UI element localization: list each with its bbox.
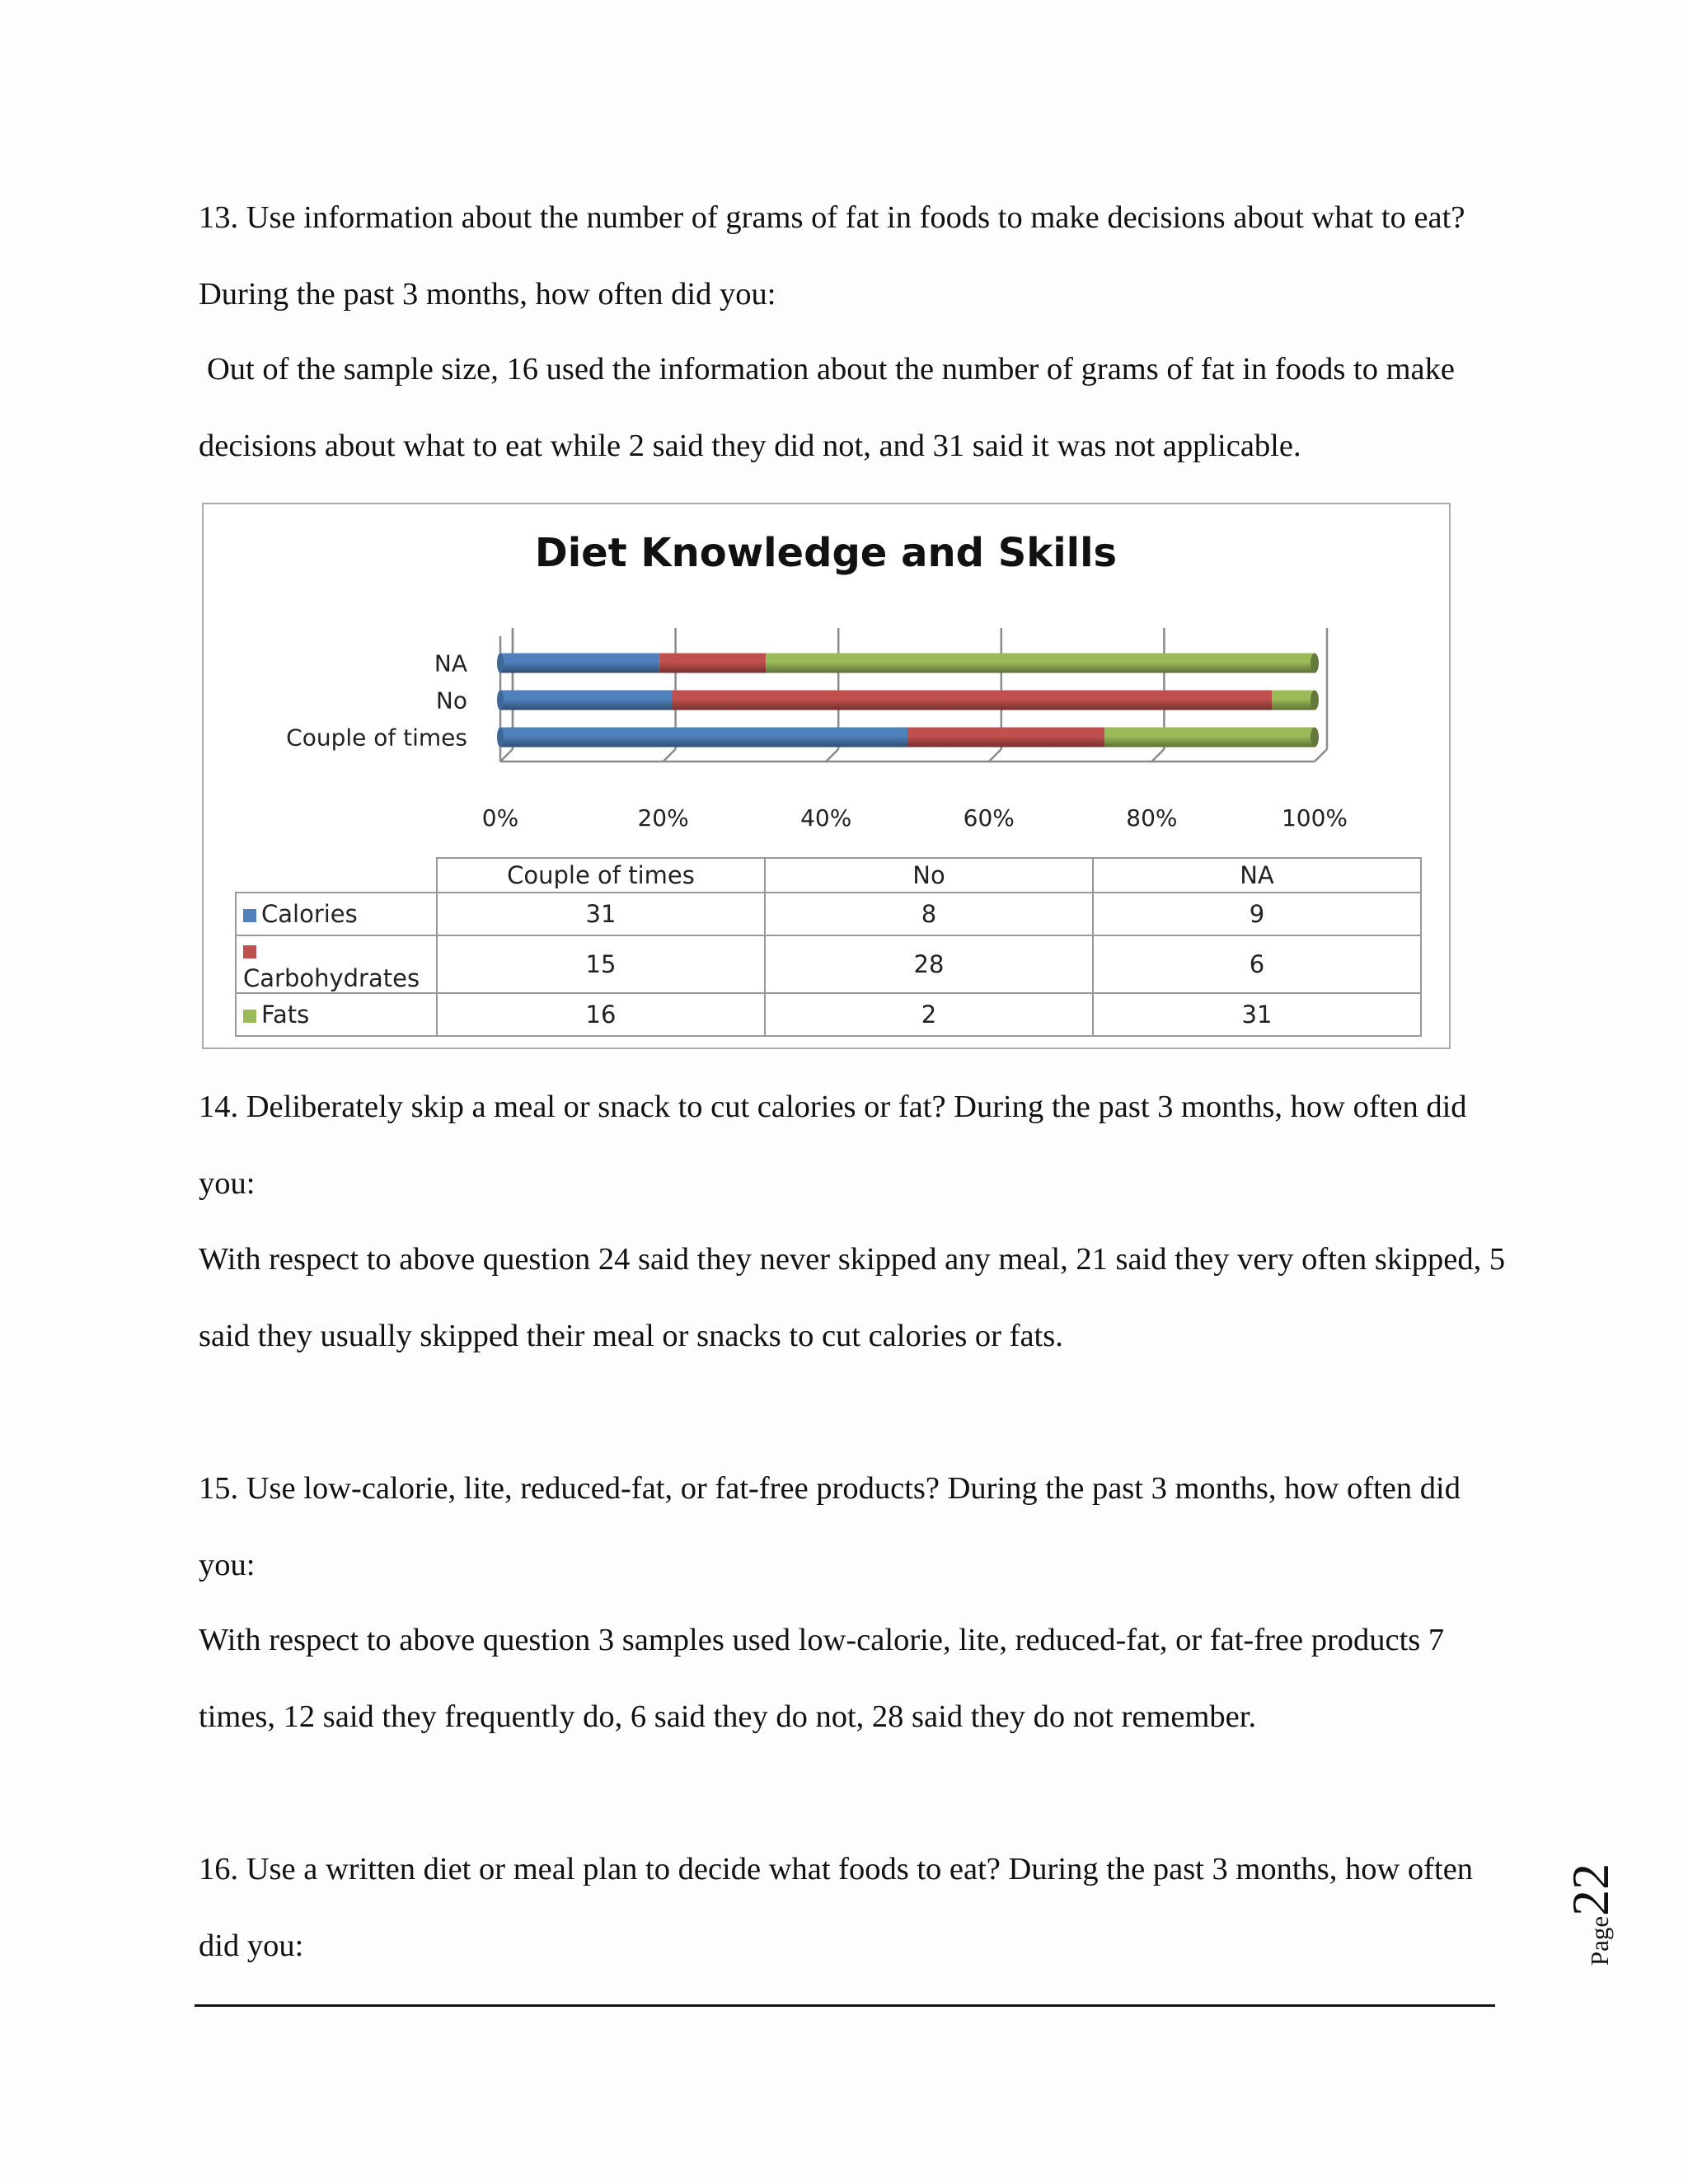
bar-body [659,654,766,673]
legend-label-carbohydrates: Carbohydrates [243,964,420,992]
q15-answer: With respect to above question 3 samples used low-calorie, lite, reduced-fat, or fat-free products 7 times, 12 said they frequently do, 6 said they do not, 28 said they do not remember. [199,1623,1445,1734]
table-row-carbohydrates [236,935,1421,993]
bar-carbohydrates-no [672,691,1272,710]
y-category-label: Couple of times [286,724,467,752]
bar-body [766,654,1315,673]
cell-fats-couple: 16 [437,993,765,1036]
cell-carbohydrates-couple: 15 [437,935,765,993]
legend-swatch-carbohydrates [243,945,256,958]
bar-body [672,691,1272,710]
bar-body [500,691,672,710]
q14-answer: With respect to above question 24 said they never skipped any meal, 21 said they very often skipped, 5 said they usually skipped their meal or snacks to cut calories or fats. [199,1242,1506,1353]
cell-carbohydrates-no: 28 [765,935,1093,993]
x-tick-label: 60% [963,804,1015,832]
page-number [1558,1853,1624,1976]
bar-carbohydrates-couple-of-times [907,728,1104,748]
bar-fats-na [766,654,1315,673]
cell-calories-couple: 31 [437,893,765,935]
col-header-couple: Couple of times [437,858,765,893]
cell-fats-no: 2 [765,993,1093,1036]
chart-title: Diet Knowledge and Skills [534,530,1118,576]
x-tick-label: 100% [1281,804,1348,832]
cell-calories-na: 9 [1093,893,1421,935]
diet-knowledge-chart [202,503,1451,1049]
cell-carbohydrates-na: 6 [1093,935,1421,993]
col-header-no: No [765,858,1093,893]
floor-tick [1151,749,1164,762]
page-digits: 22 [1561,1863,1620,1916]
cell-calories-no: 8 [765,893,1093,935]
floor-tick [989,749,1001,762]
bar-fats-couple-of-times [1104,728,1315,748]
x-tick-label: 0% [481,804,519,832]
bar-cap-end [1311,691,1319,710]
bar-body [1272,691,1315,710]
q15-question: 15. Use low-calorie, lite, reduced-fat, or fat-free products? During the past 3 months, how often did you: [199,1471,1461,1582]
page-word: Page [1585,1915,1614,1966]
bar-body [907,728,1104,748]
legend-swatch-fats [243,1010,256,1023]
bar-calories-couple-of-times [500,728,907,748]
bar-cap-end [1311,654,1319,673]
bar-carbohydrates-na [659,654,766,673]
y-category-label: No [435,687,467,715]
legend-swatch-calories [243,909,256,922]
x-tick-label: 40% [800,804,852,832]
legend-label-calories: Calories [261,900,358,928]
cell-fats-na: 31 [1093,993,1421,1036]
y-category-label: NA [434,649,467,677]
q14-question: 14. Deliberately skip a meal or snack to cut calories or fat? During the past 3 months, how often did you: [199,1090,1467,1201]
bar-cap-end [1311,728,1319,748]
bar-body [1104,728,1315,748]
floor-tick [1315,749,1327,762]
bar-body [500,654,659,673]
q16-question: 16. Use a written diet or meal plan to decide what foods to eat? During the past 3 months, how often did you: [199,1852,1474,1963]
bar-cap-start [497,728,504,748]
floor-tick [663,749,676,762]
bar-body [500,728,907,748]
q13-answer: Out of the sample size, 16 used the information about the number of grams of fat in foods to make decisions about what to eat while 2 said they did not, and 31 said it was not applicable. [199,352,1455,463]
footer-rule [195,2004,1495,2007]
legend-label-fats: Fats [261,1001,310,1029]
table-header-row [236,858,1421,893]
floor-tick [500,749,513,762]
x-tick-label: 20% [637,804,689,832]
x-tick-label: 80% [1126,804,1178,832]
bar-calories-na [500,654,659,673]
bar-fats-no [1272,691,1315,710]
q13-question: 13. Use information about the number of grams of fat in foods to make decisions about what to eat? During the past 3 months, how often did you: [199,200,1465,312]
bar-cap-start [497,654,504,673]
table-row-calories [236,893,1421,935]
chart-data-table [235,857,1422,1037]
floor-tick [826,749,838,762]
col-header-na: NA [1093,858,1421,893]
table-row-fats [236,993,1421,1036]
bar-calories-no [500,691,672,710]
bar-cap-start [497,691,504,710]
